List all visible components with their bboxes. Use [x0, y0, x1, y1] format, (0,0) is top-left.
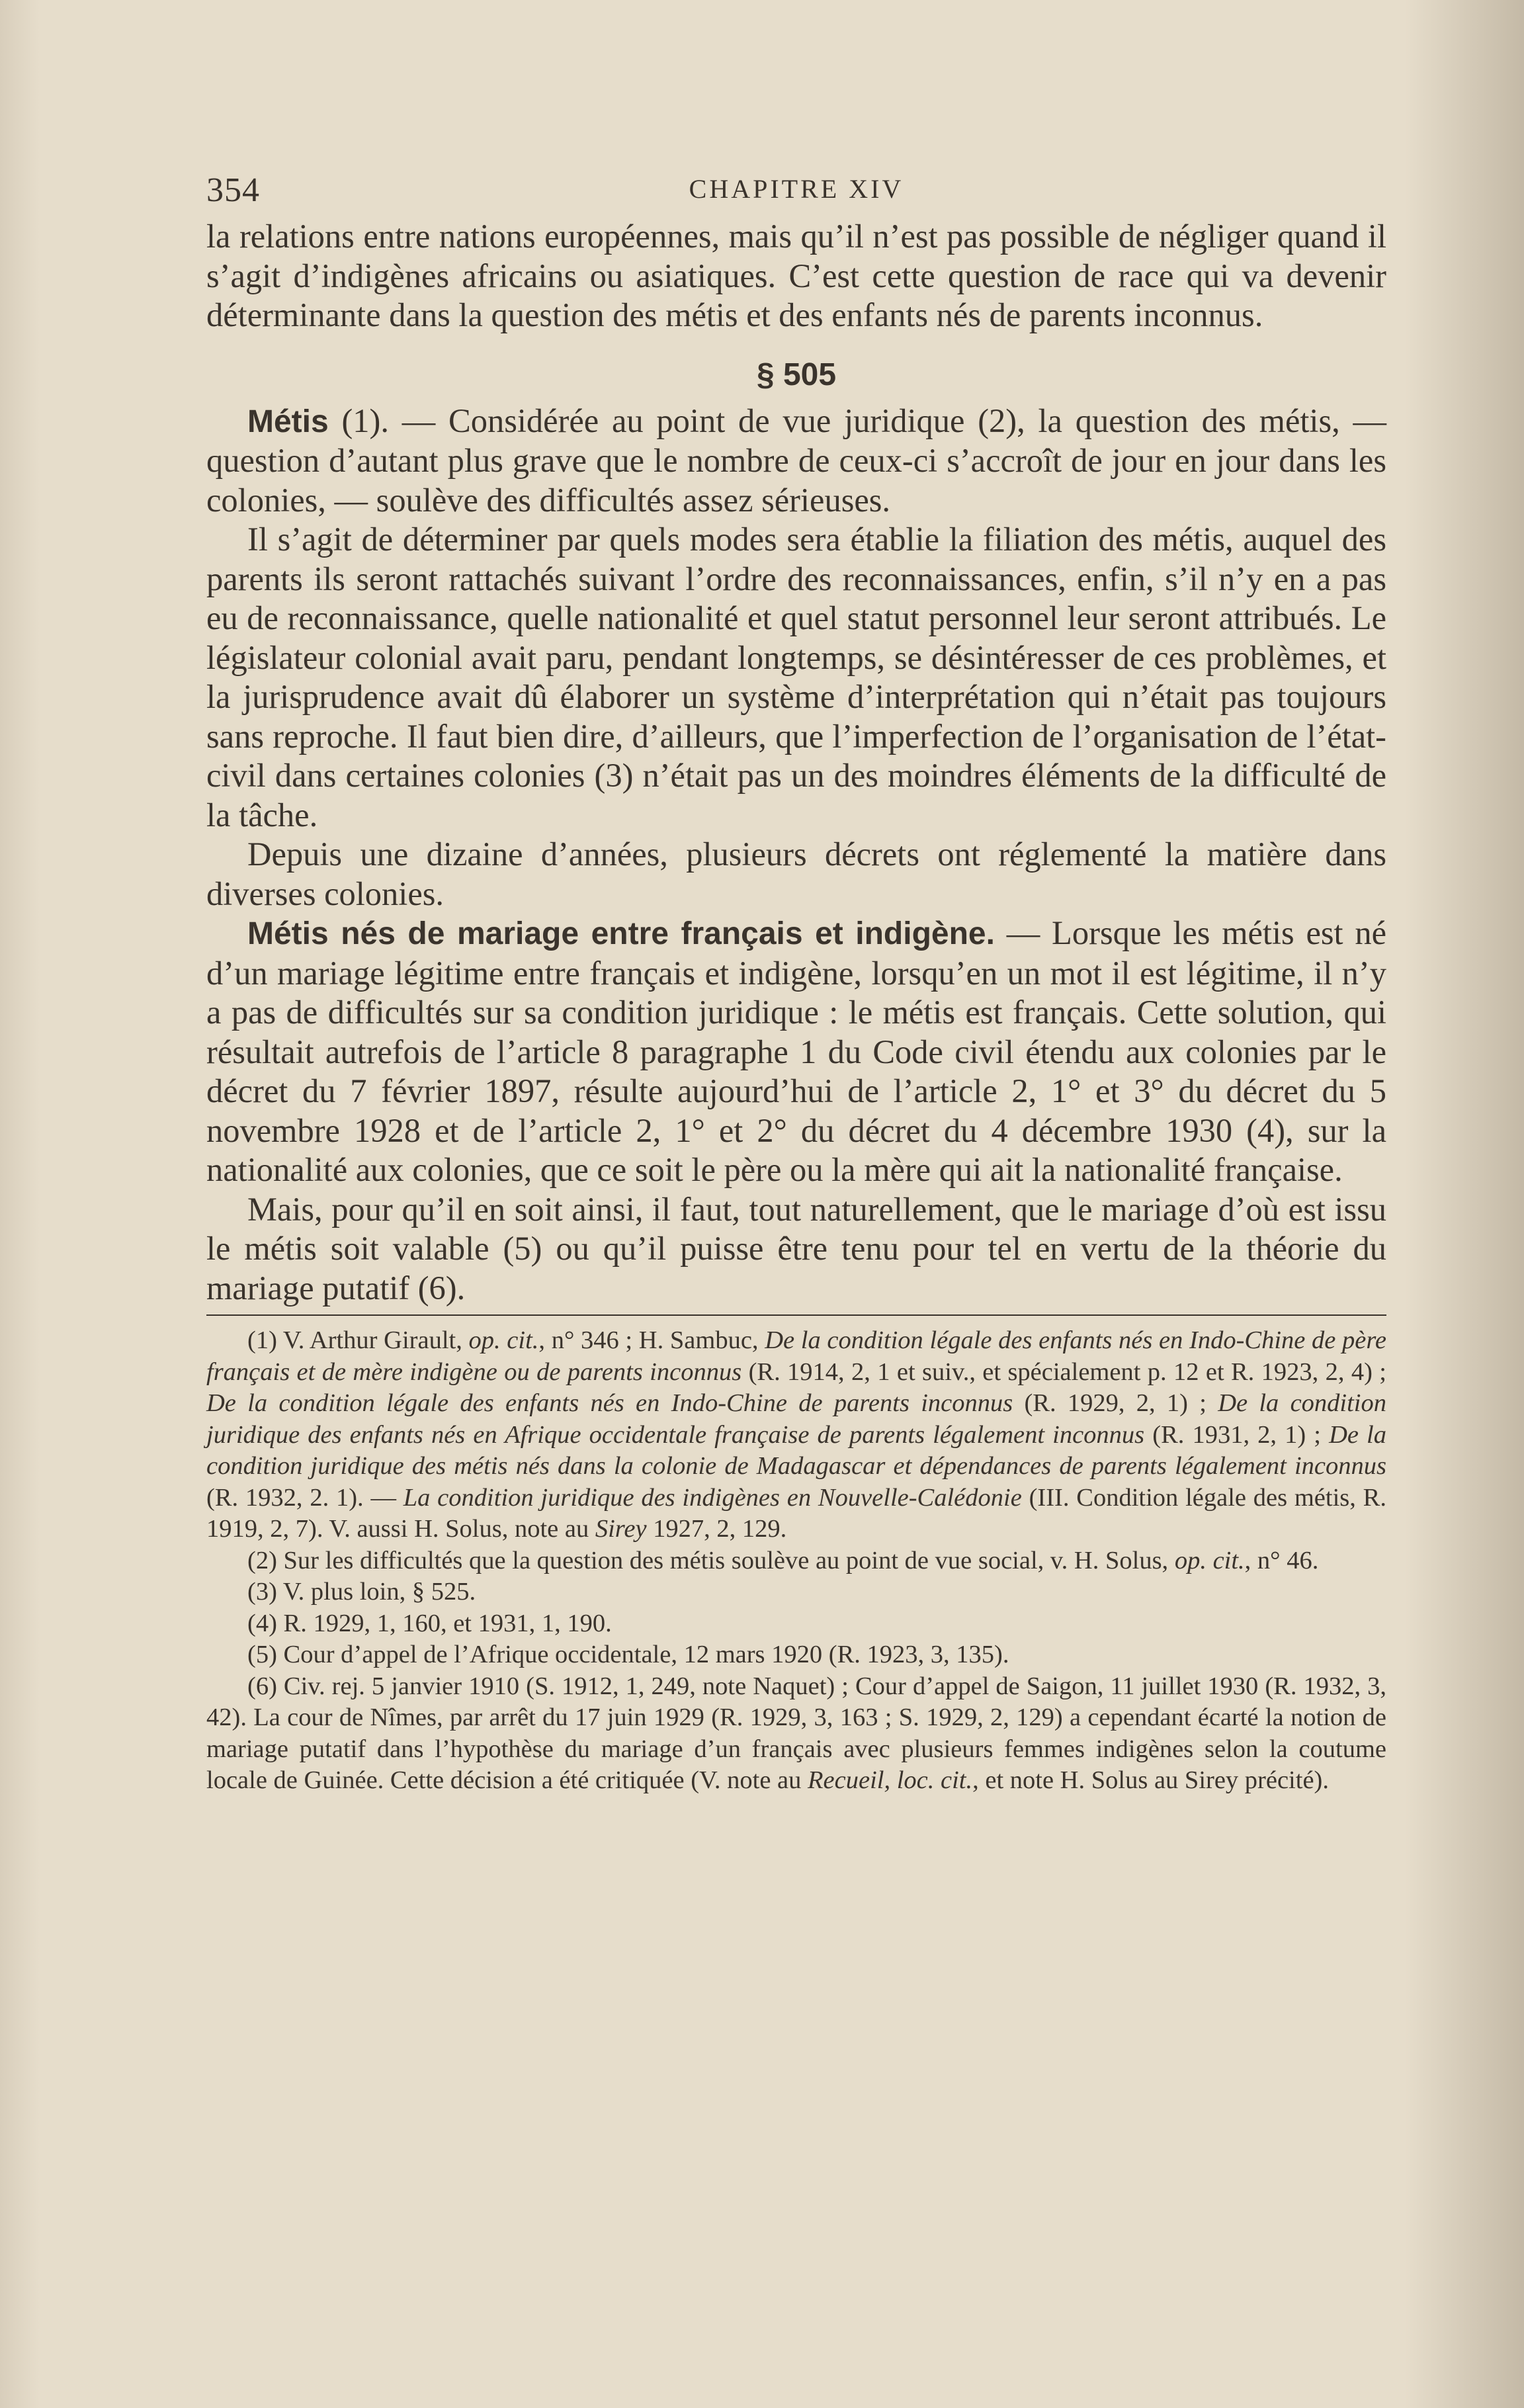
paragraph-mariage: [206, 914, 1386, 1190]
footnote-3: (3) V. plus loin, § 525.: [247, 1578, 476, 1606]
footnote-1-part: (R. 1932, 2. 1). —: [206, 1483, 403, 1512]
footnote-2: [206, 1545, 1386, 1577]
footnote-1-italic: De la condition juridique des enfants nés en Afrique occidentale française de parents légalement inconnus: [206, 1389, 1386, 1449]
paragraph-continuation: la relations entre nations européennes, mais qu’il n’est pas possible de négliger quand il s’agit d’indigènes africains ou asiatiques. C’est cette question de race qui va devenir déterminante dans la question des métis et des enfants nés de parents inconnus.: [206, 218, 1386, 333]
paragraph-decrets: Depuis une dizaine d’années, plusieurs décrets ont réglementé la matière dans diverses colonies.: [206, 836, 1386, 912]
page-shadow-left: [0, 0, 40, 2408]
footnote-1-part: (R. 1929, 2, 1) ;: [1013, 1389, 1218, 1417]
footnotes: [206, 1325, 1386, 1797]
paragraph-filiation: Il s’agit de déterminer par quels modes sera établie la filiation des métis, auquel des parents ils seront rattachés suivant l’ordre des reconnaissances, enfin, s’il n’y en a pas eu de reconnaissance, quelle nationalité et quel statut personnel leur seront attribués. Le législateur colonial avait paru, pendant longtemps, se désintéresser de ces problèmes, et la jurisprudence avait dû élaborer un système d’interprétation qui n’était pas toujours sans reproche. Il faut bien dire, d’ailleurs, que l’imperfection de l’organisation de l’état-civil dans certaines colonies (3) n’était pas un des moindres éléments de la difficulté de la tâche.: [206, 521, 1386, 834]
footnote-1-part: (1) V. Arthur Girault,: [247, 1326, 469, 1354]
footnote-1-italic: Sirey: [595, 1515, 647, 1543]
paragraph-heading-mariage: Métis nés de mariage entre français et indigène.: [247, 916, 995, 951]
footnote-1-italic: De la condition légale des enfants nés en Indo-Chine de père français et de mère indigène ou de parents inconnus: [206, 1326, 1387, 1386]
paragraph-heading-metis: Métis: [247, 404, 329, 439]
section-number: § 505: [756, 357, 837, 392]
footnote-4: (4) R. 1929, 1, 160, et 1931, 1, 190.: [247, 1609, 612, 1637]
footnote-1: [206, 1325, 1386, 1545]
paragraph-putatif: Mais, pour qu’il en soit ainsi, il faut, tout naturellement, que le mariage d’où est issu le métis soit valable (5) ou qu’il puisse être tenu pour tel en vertu de la théorie du mariage putatif (6).: [206, 1190, 1386, 1307]
paragraph-metis: [206, 402, 1386, 521]
footnote-divider: [206, 1314, 1386, 1316]
footnote-1-part: (III. Condition légale des métis, R. 1919, 2, 7). V. aussi H. Solus, note au: [206, 1483, 1386, 1543]
body-text: [206, 217, 1386, 1308]
footnote-1-part: 1927, 2, 129.: [646, 1515, 787, 1543]
page-content: [206, 157, 1386, 1797]
footnote-6-italic: Recueil, loc. cit.: [808, 1766, 973, 1794]
chapter-title: CHAPITRE XIV: [689, 174, 904, 204]
footnote-6-part: (6) Civ. rej. 5 janvier 1910 (S. 1912, 1, 249, note Naquet) ; Cour d’appel de Saigon, 11 juillet 1930 (R. 1932, 3, 42). La cour de Nîmes, par arrêt du 17 juin 1929 (R. 1929, 3, 163 ; S. 1929, 2, 129) a cependant écarté la notion de mariage putatif dans l’hypothèse du mariage d’un français avec plusieurs femmes indigènes selon la coutume locale de Guinée. Cette décision a été critiquée (V. note au: [206, 1672, 1386, 1794]
paragraph-mariage-text: — Lorsque les métis est né d’un mariage légitime entre français et indigène, lorsqu’en un mot il est légitime, il n’y a pas de difficultés sur sa condition juridique : le métis est français. Cette solution, qui résultait autrefois de l’article 8 paragraphe 1 du Code civil étendu aux colonies par le décret du 7 février 1897, résulte aujourd’hui de l’article 2, 1° et 3° du décret du 5 novembre 1928 et de l’article 2, 1° et 2° du décret du 4 décembre 1930 (4), sur la nationalité aux colonies, que ce soit le père ou la mère qui ait la nationalité française.: [206, 914, 1387, 1188]
footnote-2-italic: op. cit.: [1174, 1546, 1245, 1574]
footnote-5: (5) Cour d’appel de l’Afrique occidentale, 12 mars 1920 (R. 1923, 3, 135).: [247, 1641, 1009, 1668]
running-head: [206, 157, 1386, 217]
footnote-2-part: , n° 46.: [1244, 1546, 1319, 1574]
footnote-6: [206, 1671, 1386, 1797]
footnote-6-part: , et note H. Solus au Sirey précité).: [972, 1766, 1329, 1794]
footnote-1-italic: La condition juridique des indigènes en Nouvelle-Calédonie: [403, 1483, 1022, 1512]
footnote-ref-1: (1). —: [328, 402, 449, 439]
footnote-1-italic: op. cit.: [468, 1326, 539, 1354]
footnote-1-part: (R. 1914, 2, 1 et suiv., et spécialement p. 12 et R. 1923, 2, 4) ;: [741, 1357, 1386, 1386]
paragraph-metis-text: Considérée au point de vue juridique (2), la question des métis, — question d’autant plus grave que le nombre de ceux-ci s’accroît de jour en jour dans les colonies, — soulève des difficultés assez sérieuses.: [206, 402, 1386, 519]
page-number: 354: [206, 171, 260, 209]
footnote-1-part: , n° 346 ; H. Sambuc,: [538, 1326, 765, 1354]
footnote-1-italic: De la condition légale des enfants nés en Indo-Chine de parents inconnus: [206, 1389, 1013, 1417]
footnote-1-part: (R. 1931, 2, 1) ;: [1144, 1420, 1330, 1449]
footnote-1-italic: De la condition juridique des métis nés dans la colonie de Madagascar et dépendances de parents légalement inconnus: [206, 1420, 1387, 1480]
page-shadow-right: [1405, 0, 1524, 2408]
footnote-2-part: (2) Sur les difficultés que la question des métis soulève au point de vue social, v. H. Solus,: [247, 1546, 1175, 1574]
